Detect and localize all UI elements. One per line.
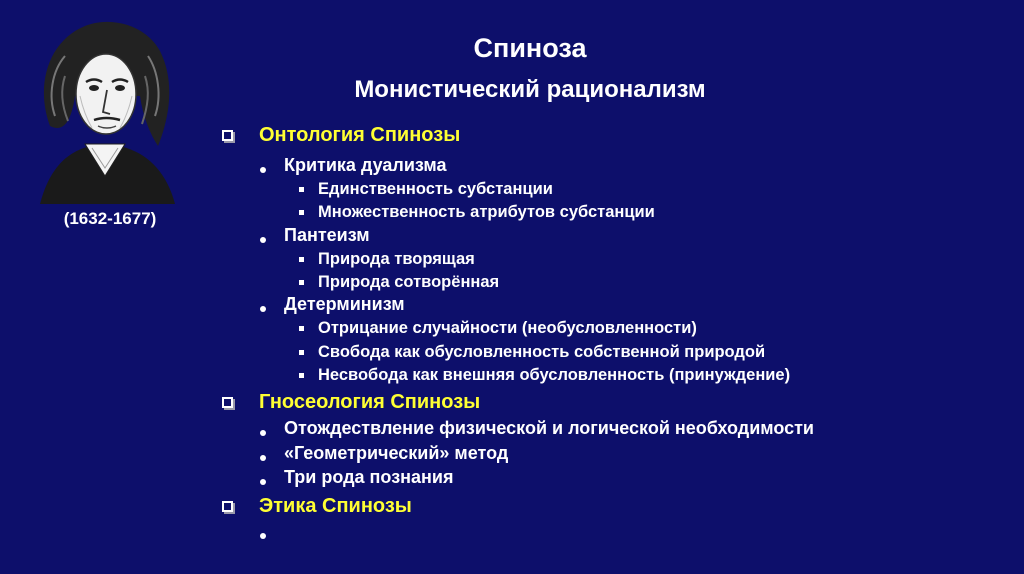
list-item: Пантеизм [284, 225, 370, 245]
square-bullet-icon [299, 210, 304, 215]
list-subitem: Природа сотворённая [318, 273, 500, 291]
list-subitem: Несвобода как внешняя обусловленность (принуждение) [318, 366, 791, 384]
list-item: Критика дуализма [284, 155, 447, 175]
bullet-icon [260, 455, 266, 461]
checkbox-bullet-icon [222, 397, 233, 408]
bullet-icon [260, 306, 266, 312]
list-subitem: Множественность атрибутов субстанции [318, 203, 655, 221]
list-subitem: Отрицание случайности (необусловленности) [318, 319, 697, 337]
checkbox-bullet-icon [222, 130, 233, 141]
list-subitem: Единственность субстанции [318, 180, 553, 198]
slide-subtitle: Монистический рационализм [354, 76, 706, 103]
bullet-icon [260, 167, 266, 173]
list-item: Отождествление физической и логической необходимости [284, 418, 814, 438]
square-bullet-icon [299, 257, 304, 262]
spinoza-portrait [30, 16, 180, 204]
checkbox-bullet-icon [222, 501, 233, 512]
section-heading: Этика Спинозы [259, 495, 412, 517]
bullet-icon [260, 237, 266, 243]
life-dates: (1632-1677) [63, 209, 157, 228]
section-heading: Онтология Спинозы [259, 124, 461, 146]
square-bullet-icon [299, 187, 304, 192]
square-bullet-icon [299, 350, 304, 355]
list-item: Детерминизм [284, 294, 405, 314]
bullet-icon [260, 430, 266, 436]
list-subitem: Свобода как обусловленность собственной природой [318, 343, 766, 361]
section-heading: Гносеология Спинозы [259, 391, 481, 413]
list-subitem: Природа творящая [318, 250, 475, 268]
square-bullet-icon [299, 373, 304, 378]
bullet-icon [260, 479, 266, 485]
list-item: Три рода познания [284, 467, 454, 487]
slide-title: Спиноза [473, 33, 587, 63]
square-bullet-icon [299, 280, 304, 285]
bullet-icon [260, 533, 266, 539]
square-bullet-icon [299, 326, 304, 331]
list-item: «Геометрический» метод [284, 443, 509, 463]
